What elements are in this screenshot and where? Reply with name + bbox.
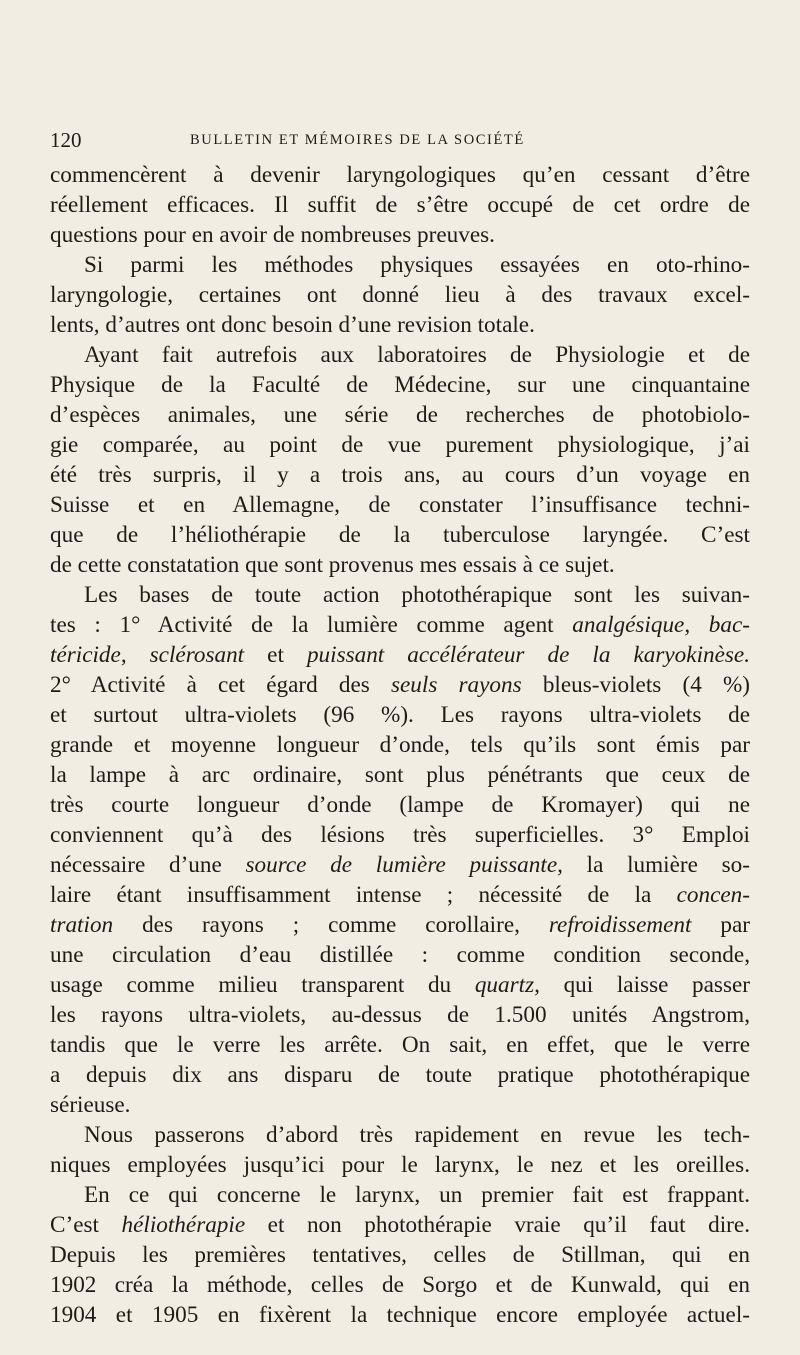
italic-run: héliothérapie xyxy=(121,1212,246,1238)
text-line xyxy=(50,910,750,940)
text-line xyxy=(50,610,750,640)
text-line: et surtout ultra-violets (96 %). Les rayons ultra-violets de xyxy=(50,702,750,728)
text-line: laryngologie, certaines ont donné lieu à des travaux excel- xyxy=(50,282,750,308)
text-line xyxy=(50,880,750,910)
page-number: 120 xyxy=(50,128,82,152)
text-run: la lumière so- xyxy=(562,852,750,878)
text-line: a depuis dix ans disparu de toute pratique photothérapique xyxy=(50,1062,750,1088)
text-line: une circulation d’eau distillée : comme condition seconde, xyxy=(50,942,750,968)
text-line: Depuis les premières tentatives, celles de Stillman, qui en xyxy=(50,1242,750,1268)
text-line: commencèrent à devenir laryngologiques qu’en cessant d’être xyxy=(50,162,750,188)
text-line: été très surpris, il y a trois ans, au cours d’un voyage en xyxy=(50,462,750,488)
text-line: Physique de la Faculté de Médecine, sur une cinquantaine xyxy=(50,372,750,398)
text-run: laire étant insuffisamment intense ; nécessité de la xyxy=(50,882,677,908)
text-line: lents, d’autres ont donc besoin d’une revision totale. xyxy=(50,312,535,338)
text-line: réellement efficaces. Il suffit de s’être occupé de cet ordre de xyxy=(50,192,750,218)
text-line: la lampe à arc ordinaire, sont plus pénétrants que ceux de xyxy=(50,762,750,788)
text-run: et non photothérapie vraie qu’il faut dire. xyxy=(245,1212,750,1238)
italic-run: quartz, xyxy=(474,972,540,998)
text-line: Les bases de toute action photothérapique sont les suivan- xyxy=(84,582,750,608)
text-line: d’espèces animales, une série de recherches de photobiolo- xyxy=(50,402,750,428)
text-line xyxy=(50,670,750,700)
text-line xyxy=(50,640,750,670)
italic-run: source de lumière puissante, xyxy=(245,852,563,878)
text-line: En ce qui concerne le larynx, un premier fait est frappant. xyxy=(84,1182,750,1208)
italic-run: analgésique, bac- xyxy=(572,612,750,638)
text-run: usage comme milieu transparent du xyxy=(50,972,475,998)
text-run: bleus-violets (4 %) xyxy=(521,672,750,698)
text-run: qui laisse passer xyxy=(539,972,750,998)
text-run: des rayons ; comme corollaire, xyxy=(113,912,549,938)
text-line: 1902 créa la méthode, celles de Sorgo et de Kunwald, qui en xyxy=(50,1272,750,1298)
text-line: de cette constatation que sont provenus mes essais à ce sujet. xyxy=(50,552,615,578)
text-line: questions pour en avoir de nombreuses preuves. xyxy=(50,222,495,248)
text-line: 1904 et 1905 en fixèrent la technique encore employée actuel- xyxy=(50,1302,750,1328)
text-line xyxy=(50,850,750,880)
body-text xyxy=(50,160,750,1330)
text-line: conviennent qu’à des lésions très superficielles. 3° Emploi xyxy=(50,822,750,848)
italic-run: concen- xyxy=(676,882,750,908)
text-line: Nous passerons d’abord très rapidement en revue les tech- xyxy=(84,1122,750,1148)
text-line: Ayant fait autrefois aux laboratoires de Physiologie et de xyxy=(84,342,750,368)
italic-run: téricide, sclérosant xyxy=(50,642,245,668)
text-run: et xyxy=(244,642,307,668)
text-line: très courte longueur d’onde (lampe de Kromayer) qui ne xyxy=(50,792,750,818)
italic-run: puissant accélérateur de la karyokinèse. xyxy=(306,642,750,668)
text-line: Si parmi les méthodes physiques essayées en oto-rhino- xyxy=(84,252,750,278)
running-title: BULLETIN ET MÉMOIRES DE LA SOCIÉTÉ xyxy=(190,132,525,148)
text-line: que de l’héliothérapie de la tuberculose laryngée. C’est xyxy=(50,522,750,548)
text-line xyxy=(50,970,750,1000)
text-run: nécessaire d’une xyxy=(50,852,246,878)
text-run: C’est xyxy=(50,1212,122,1238)
text-line: sérieuse. xyxy=(50,1092,131,1118)
italic-run: tration xyxy=(50,912,114,938)
text-run: tes : 1° Activité de la lumière comme agent xyxy=(50,612,573,638)
italic-run: seuls rayons xyxy=(390,672,522,698)
page-header xyxy=(50,122,750,158)
italic-run: refroidissement xyxy=(548,912,692,938)
text-line: gie comparée, au point de vue purement physiologique, j’ai xyxy=(50,432,750,458)
text-line: les rayons ultra-violets, au-dessus de 1.500 unités Angstrom, xyxy=(50,1002,750,1028)
text-line: Suisse et en Allemagne, de constater l’insuffisance techni- xyxy=(50,492,750,518)
text-line: niques employées jusqu’ici pour le larynx, le nez et les oreilles. xyxy=(50,1152,750,1178)
text-run: 2° Activité à cet égard des xyxy=(50,672,391,698)
text-run: par xyxy=(691,912,750,938)
text-line: grande et moyenne longueur d’onde, tels qu’ils sont émis par xyxy=(50,732,750,758)
text-line: tandis que le verre les arrête. On sait, en effet, que le verre xyxy=(50,1032,750,1058)
text-line xyxy=(50,1210,750,1240)
